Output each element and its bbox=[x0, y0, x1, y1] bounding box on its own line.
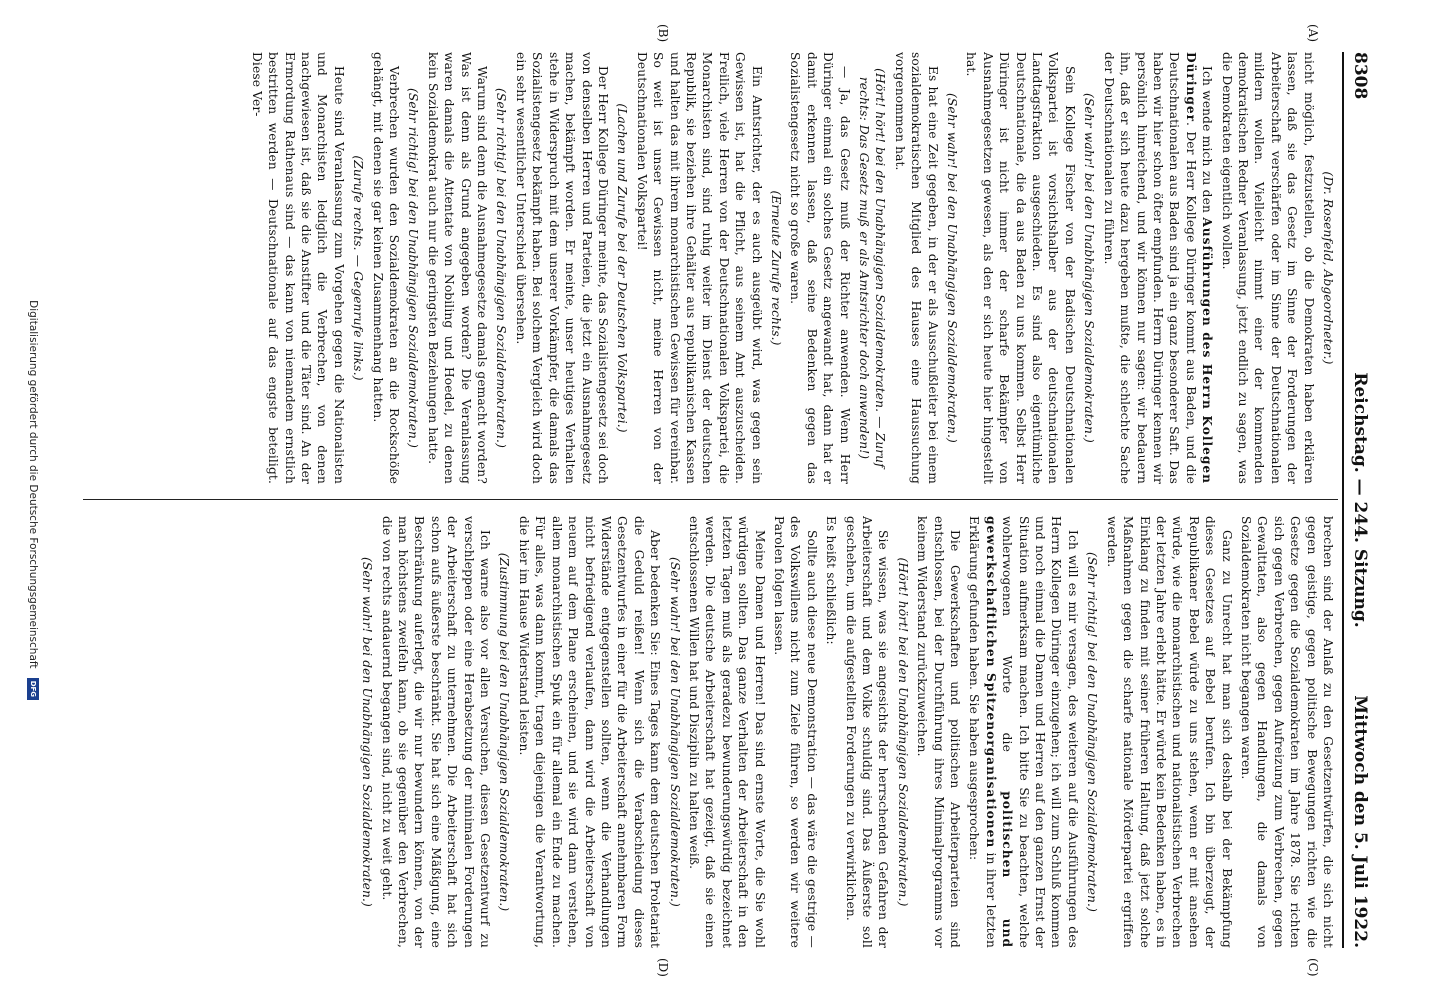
credit-text: Digitalisierung gefördert durch die Deutsche Forschungsgemeinschaft bbox=[27, 300, 39, 669]
paragraph: Ich warne also vor allen Versuchen, diesen Gesetzentwurf zu verschleppen oder eine Herabsetzung der minimalen Forderungen der Arbeiterschaft zu unternehmen. Die Arbeiterschaft hat sich schon aufs äußerste beschränkt. Sie hat sich eine Mäßigung, eine Beschränkung auferlegt, die wir nur bewundern können, von der man höchstens zweifeln kann, ob sie gegenüber den Verbrechen, die von rechts andauernd begangen sind, nicht zu weit geht. bbox=[379, 516, 493, 948]
paragraph: Es hat eine Zeit gegeben, in der er als Ausschußleiter bei einem sozialdemokratischen Mitglied des Hauses eine Haussuchung vorgenommen hat. bbox=[892, 52, 940, 484]
paragraph: Heute sind Veranlassung zum Vorgehen gegen die Nationalisten und Monarchisten lediglich die Verbrechen, von denen nachgewiesen ist, daß sie die Anstifter und die Täter sind. An der Ermordung Rathenaus sind — das kann von niemandem ernstlich bestritten werden — Deutschnationale auf das engste beteiligt. Diese Ver- bbox=[249, 52, 346, 484]
emphasis: Ausführungen des Herrn Kollegen Düringer bbox=[1183, 52, 1215, 484]
margin-mark-a: (A) bbox=[1306, 24, 1320, 43]
paragraph: Warum sind denn die Ausnahmegesetze damals gemacht worden? Was ist denn als Grund angegeben worden? Die Veranlassung waren damals die Attentate von Nobiling und Hoedel, zu denen kein Sozialdemokrat auch nur die geringsten Beziehungen hatte. bbox=[425, 52, 490, 484]
dfg-logo: DFG bbox=[27, 678, 39, 700]
paragraph: Ich wende mich zu den Ausführungen des Herrn Kollegen Düringer. Der Herr Kollege Düringer kommt aus Baden, und die Deutschnationalen aus Baden sind ja ein ganz besonderer Saft. Das haben wir hier schon öfter empfunden. Herrn Düringer kennen wir persönlich hinreichend, und wir können nur sagen: wir bedauern ihn, daß er sich heute dazu hergeben mußte, die schlechte Sache der Deutschnationalen zu führen. bbox=[1101, 52, 1215, 484]
interjection: (Hört! hört! bei den Unabhängigen Sozialdemokraten.) bbox=[895, 557, 910, 907]
paragraph: nicht möglich, festzustellen, ob die Demokraten haben erklären lassen, daß sie das Gesetz im Sinne der Forderungen der Arbeiterschaft verschärfen oder im Sinne der Deutschnationalen mildern wollen. Vielleicht nimmt einer der kommenden demokratischen Redner Veranlassung, jetzt endlich zu sagen, was die Demokraten eigentlich wollen. bbox=[1219, 52, 1316, 484]
interjection: (Sehr wahr! bei den Unabhängigen Sozialdemokraten.) bbox=[360, 557, 375, 907]
interjection: (Sehr wahr! bei den Unabhängigen Sozialdemokraten.) bbox=[945, 93, 960, 443]
paragraph: Meine Damen und Herren! Das sind ernste Worte, die Sie wohl würdigen sollten. Das ganze Verhalten der Arbeiterschaft in den letzten Tagen muß als geradezu bewunderungswürdig bezeichnet werden. Die deutsche Arbeiterschaft hat gezeigt, daß sie einen entschlossenen Willen hat und Disziplin zu halten weiß. bbox=[686, 516, 767, 948]
header-rule bbox=[1342, 52, 1344, 948]
session-date: Mittwoch den 5. Juli 1922. bbox=[1350, 695, 1370, 948]
right-text-column bbox=[86, 516, 1336, 948]
emphasis: politischen und gewerkschaftlichen Spitzenorganisationen bbox=[983, 516, 1015, 948]
interjection: (Sehr richtig! bei den Unabhängigen Sozialdemokraten.) bbox=[1085, 552, 1100, 912]
margin-mark-b: (B) bbox=[656, 24, 670, 43]
paragraph: Verbrechen wurden den Sozialdemokraten an die Rockschöße gehängt, mit denen sie gar keinen Zusammenhang hatten. bbox=[370, 52, 402, 484]
quoted-paragraph: Sie wissen, was sie angesichts der herrschenden Gefahren der Arbeiterschaft und dem Volke schuldig sind. Das Äußerste soll geschehen, um die aufgestellten Forderungen zu verwirklichen. bbox=[843, 516, 891, 948]
paragraph: Ich will es mir versagen, des weiteren auf die Ausführungen des Herrn Kollegen Düringer einzugehen; ich will zum Schluß kommen und noch einmal die Damen und Herren auf den ganzen Ernst der Situation aufmerksam machen. Ich bitte Sie zu beachten, welche wohlerwogenen Worte die politischen und gewerkschaftlichen Spitzenorganisationen in ihrer letzten Erklärung gefunden haben. Sie haben ausgesprochen: bbox=[967, 516, 1080, 948]
interjection: (Erneute Zurufe rechts.) bbox=[769, 190, 783, 346]
interjection: (Sehr richtig! bei den Unabhängigen Sozialdemokraten.) bbox=[494, 88, 509, 448]
margin-mark-d: (D) bbox=[656, 958, 670, 977]
paragraph: Der Herr Kollege Düringer meinte, das Sozialistengesetz sei doch von denselben Herren und Parteien, die jetzt ein Ausnahmegesetz machen, bekämpft worden. Er meinte, unser heutiges Verhalten stehe in Widerspruch mit dem unserer Vorkämpfer, die damals das Sozialistengesetz bekämpft haben. Bei solchem Vergleich wird doch ein sehr wesentlicher Unterschied übersehen. bbox=[513, 52, 610, 484]
speaker-note: (Dr. Rosenfeld, Abgeordneter.) bbox=[1321, 171, 1335, 365]
paragraph: Ganz zu Unrecht hat man sich deshalb bei der Bekämpfung dieses Gesetzes auf Bebel berufen. Ich bin überzeugt, der Republikaner Bebel würde zu uns stehen, wenn er mit ansehen würde, wie die monarchistischen und nationalistischen Verbrechen der letzten Jahre erlebt hätte. Er würde kein Bedenken haben, es in Einklang zu finden mit seiner früheren Haltung, daß jetzt solche Maßnahmen gegen die scharfe nationale Mörderpartei ergriffen werden. bbox=[1104, 516, 1234, 948]
digitization-credit bbox=[22, 0, 44, 1000]
page-header bbox=[1346, 52, 1374, 948]
interjection: (Zurufe rechts. — Gegenrufe links.) bbox=[351, 155, 366, 381]
interjection: (Sehr wahr! bei den Unabhängigen Sozialdemokraten.) bbox=[1082, 93, 1097, 443]
paragraph: Sein Kollege Fischer von der Badischen Deutschnationalen Volkspartei ist vorsichtshalber aus der deutschnationalen Landtagsfraktion ausgeschieden. Es sind also eigentümliche Deutschnationale, die da aus Baden zu uns kommen. Selbst Herr Düringer ist nicht immer der scharfe Bekämpfer von Ausnahmegesetzen gewesen, als den er sich heute hier hingestellt hat. bbox=[964, 52, 1077, 484]
margin-mark-c: (C) bbox=[1306, 958, 1320, 977]
paragraph: brechen sind der Anlaß zu den Gesetzentwürfen, die sich nicht gegen geistige, gegen politische Bewegungen richten wie die Gesetze gegen die Sozialdemokraten im Jahre 1878. Sie richten sich gegen Verbrechen, gegen Aufreizung zum Verbrechen, gegen Gewalttaten, also gegen Handlungen, die damals von Sozialdemokraten nicht begangen waren. bbox=[1238, 516, 1335, 948]
paragraph: Ein Amtsrichter, der es auch ausgeübt wird, was gegen sein Gewissen ist, hat die Pflicht, aus seinem Amt auszuscheiden. Freilich, viele Herren von der Deutschnationalen Volkspartei, die Monarchisten sind, sind ruhig weiter im Dienst der deutschen Republik, sie beziehen ihre Gehälter aus republikanischen Kassen und halten das mit ihrem monarchistischen Gewissen für vereinbar. So weit ist unser Gewissen nicht, meine Herren von der Deutschnationalen Volkspartei! bbox=[634, 52, 764, 484]
page-number: 8308 bbox=[1350, 52, 1370, 100]
interjection: (Hört! hört! bei den Unabhängigen Sozialdemokraten. — Zuruf rechts: Das Gesetz muß er als Amtsrichter doch anwenden!) bbox=[857, 68, 888, 468]
session-title: Reichstag. — 244. Sitzung. bbox=[1350, 372, 1370, 628]
paragraph: Es heißt schließlich: bbox=[824, 516, 839, 645]
interjection: (Lachen und Zurufe bei der Deutschen Volkspartei.) bbox=[615, 103, 630, 433]
interjection: (Zustimmung bei den Unabhängigen Sozialdemokraten.) bbox=[497, 552, 512, 912]
interjection: (Sehr richtig! bei den Unabhängigen Sozialdemokraten.) bbox=[406, 88, 421, 448]
interjection: (Sehr wahr! bei den Unabhängigen Sozialdemokraten.) bbox=[667, 557, 682, 907]
column-divider bbox=[83, 499, 1338, 500]
left-text-column bbox=[86, 52, 1336, 484]
paragraph: Aber bedenken Sie: Eines Tages kann dem deutschen Proletariat die Geduld reißen! Wenn sich die Verabschiedung dieses Gesetzentwurfes in einer für die Arbeiterschaft annehmbaren Form Widerstände entgegenstellen sollten, wenn die Verhandlungen nicht befriedigend verlaufen, dann wird die Arbeiterschaft von neuem auf dem Plane erscheinen, und sie wird dann verstehen, allem monarchistischen Spuk ein für allemal ein Ende zu machen. Für alles, was dann kommt, tragen diejenigen die Verantwortung, die hier im Hause Widerstand leisten. bbox=[516, 516, 663, 948]
quoted-paragraph: Die Gewerkschaften und politischen Arbeiterparteien sind entschlossen, bei der Durchführung ihres Minimalprogramms vor keinem Widerstand zurückzuweichen. bbox=[915, 516, 963, 948]
paragraph: — Ja, das Gesetz muß der Richter anwenden. Wenn Herr Düringer einmal ein solches Gesetz angewandt hat, dann hat er damit erkennen lassen, daß seine Bedenken gegen das Sozialistengesetz nicht so große waren. bbox=[788, 52, 852, 484]
reichstag-protocol-page bbox=[20, 0, 1390, 1000]
quoted-paragraph: Sollte auch diese neue Demonstration — das wäre die gestrige — des Volkswillens nicht zum Ziele führen, so werden wir weitere Parolen folgen lassen. bbox=[772, 516, 819, 948]
